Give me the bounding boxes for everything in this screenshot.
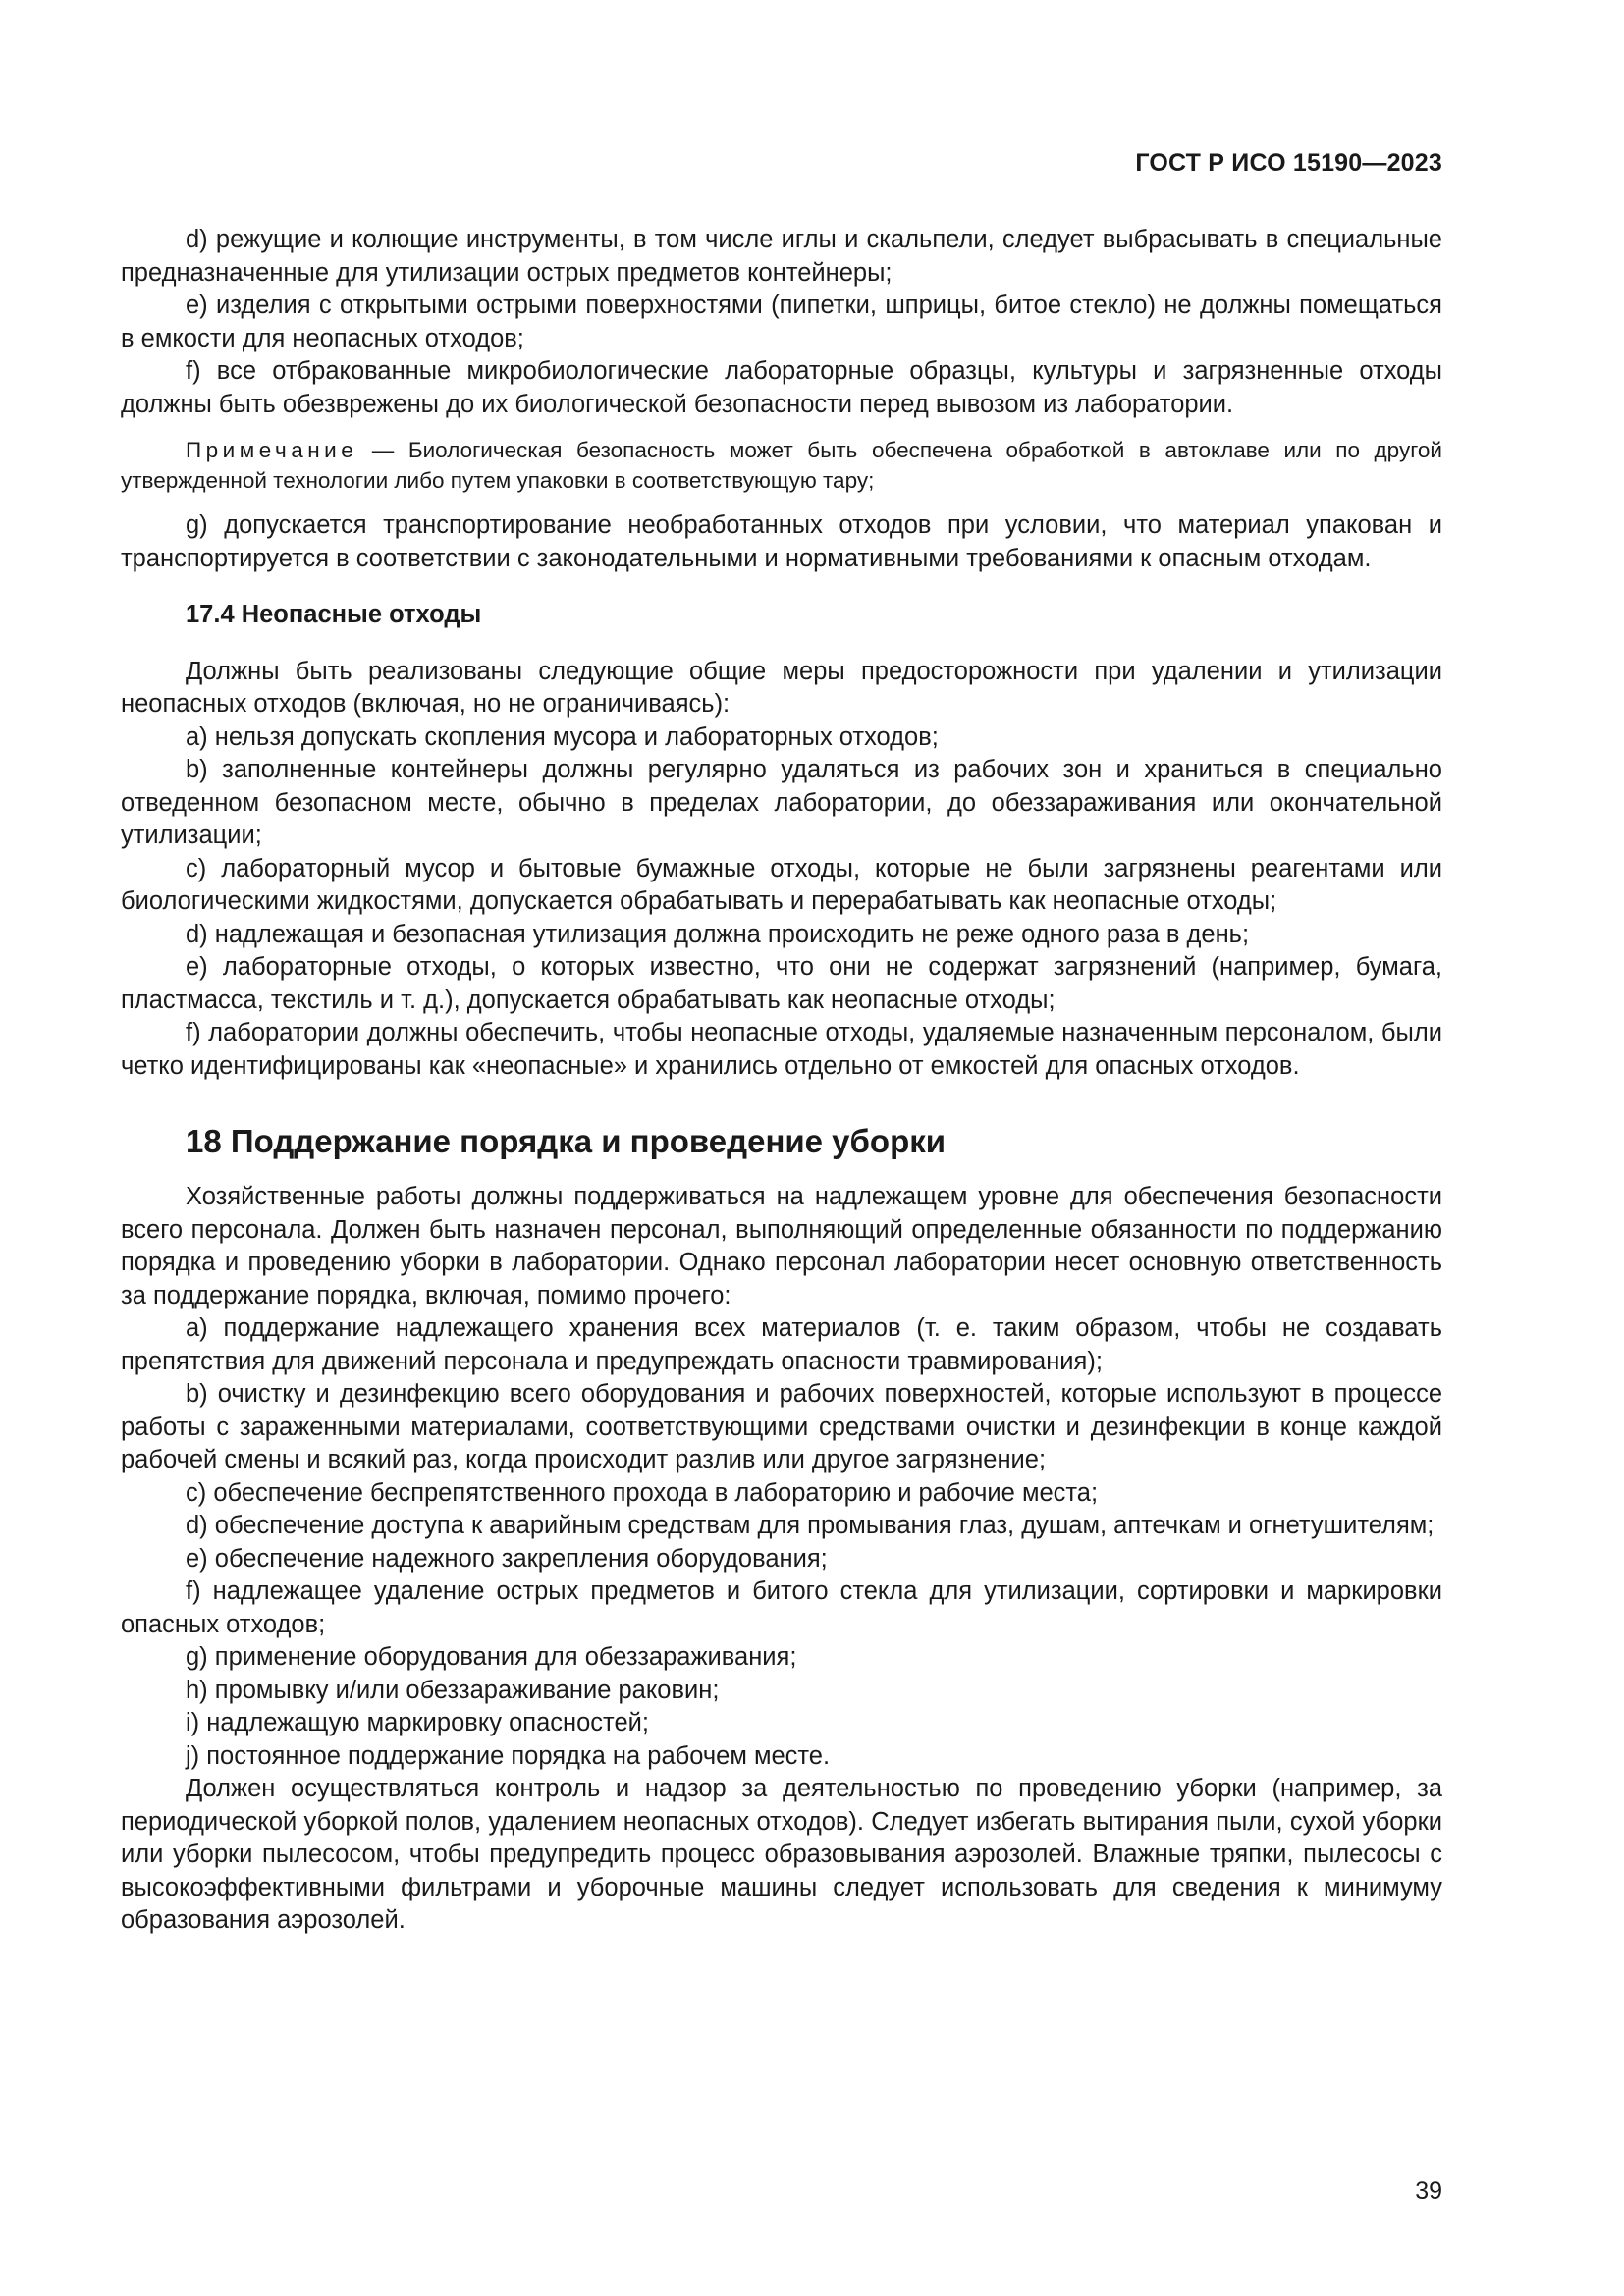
section-17-4-title: 17.4 Неопасные отходы xyxy=(186,601,482,628)
list-item: d) надлежащая и безопасная утилизация должна происходить не реже одного раза в день; xyxy=(186,920,1250,948)
list-item: f) надлежащее удаление острых предметов и битого стекла для утилизации, сортировки и маркировки опасных отходов; xyxy=(121,1577,1442,1638)
document-page xyxy=(121,0,1442,2296)
section-18-closing: Должен осуществляться контроль и надзор за деятельностью по проведению уборки (например, за периодической уборкой полов, удалением неопасных отходов). Следует избегать вытирания пыли, сухой уборки или уборки пылесосом, чтобы предупредить процесс образовывания аэрозолей. Влажные тряпки, пылесосы с высокоэффективными фильтрами и уборочные машины следует использовать для сведения к минимуму образования аэрозолей. xyxy=(121,1775,1442,1934)
list-item-e: e) изделия с открытыми острыми поверхностями (пипетки, шприцы, битое стекло) не должны помещаться в емкости для неопасных отходов; xyxy=(121,292,1442,352)
list-item: c) обеспечение беспрепятственного прохода в лабораторию и рабочие места; xyxy=(186,1478,1099,1507)
list-item: f) лаборатории должны обеспечить, чтобы неопасные отходы, удаляемые назначенным персоналом, были четко идентифицированы как «неопасные» и хранились отдельно от емкостей для опасных отходов. xyxy=(121,1019,1442,1080)
list-item: i) надлежащую маркировку опасностей; xyxy=(186,1709,649,1736)
section-18-intro: Хозяйственные работы должны поддерживаться на надлежащем уровне для обеспечения безопасности всего персонала. Должен быть назначен персонал, выполняющий определенные обязанности по поддержанию порядка и проведению уборки в лаборатории. Однако персонал лаборатории несет основную ответственность за поддержание порядка, включая, помимо прочего: xyxy=(121,1183,1442,1309)
list-item-d: d) режущие и колющие инструменты, в том числе иглы и скальпели, следует выбрасывать в специальные предназначенные для утилизации острых предметов контейнеры; xyxy=(121,226,1442,287)
list-item: j) постоянное поддержание порядка на рабочем месте. xyxy=(186,1741,831,1770)
page-number: 39 xyxy=(1415,2177,1442,2205)
list-item: b) очистку и дезинфекцию всего оборудования и рабочих поверхностей, которые используют в процессе работы с зараженными материалами, соответствующими средствами очистки и дезинфекции в конце каждой рабочей смены и всякий раз, когда происходит разлив или другое загрязнение; xyxy=(121,1380,1442,1473)
list-item-g: g) допускается транспортирование необработанных отходов при условии, что материал упакован и транспортируется в соответствии с законодательными и нормативными требованиями к опасным отходам. xyxy=(121,511,1442,572)
section-18-title: 18 Поддержание порядка и проведение уборки xyxy=(186,1123,947,1159)
document-header-id: ГОСТ Р ИСО 15190—2023 xyxy=(1135,149,1442,177)
list-item: e) обеспечение надежного закрепления оборудования; xyxy=(186,1544,828,1573)
list-item: a) нельзя допускать скопления мусора и лабораторных отходов; xyxy=(186,722,939,751)
list-item: d) обеспечение доступа к аварийным средствам для промывания глаз, душам, аптечкам и огнетушителям; xyxy=(186,1512,1435,1539)
list-item: e) лабораторные отходы, о которых известно, что они не содержат загрязнений (например, бумага, пластмасса, текстиль и т. д.), допускается обрабатывать как неопасные отходы; xyxy=(121,953,1442,1014)
page-content xyxy=(121,224,1442,1938)
list-item: c) лабораторный мусор и бытовые бумажные отходы, которые не были загрязнены реагентами или биологическими жидкостями, допускается обрабатывать и перерабатывать как неопасные отходы; xyxy=(121,854,1442,915)
list-item: b) заполненные контейнеры должны регулярно удаляться из рабочих зон и храниться в специально отведенном безопасном месте, обычно в пределах лаборатории, до обеззараживания или окончательной утилизации; xyxy=(121,756,1442,849)
note-label: Примечание xyxy=(186,438,358,462)
list-item: a) поддержание надлежащего хранения всех материалов (т. е. таким образом, чтобы не создавать препятствия для движений персонала и предупреждать опасности травмирования); xyxy=(121,1314,1442,1375)
note-paragraph xyxy=(121,435,1442,496)
note-text: — Биологическая безопасность может быть обеспечена обработкой в автоклаве или по другой утвержденной технологии либо путем упаковки в соответствующую тару; xyxy=(121,438,1442,493)
list-item: g) применение оборудования для обеззараживания; xyxy=(186,1643,797,1671)
list-item: h) промывку и/или обеззараживание раковин; xyxy=(186,1676,720,1704)
list-item-f: f) все отбракованные микробиологические лабораторные образцы, культуры и загрязненные отходы должны быть обезврежены до их биологической безопасности перед вывозом из лаборатории. xyxy=(121,357,1442,418)
section-17-4-intro: Должны быть реализованы следующие общие меры предосторожности при удалении и утилизации неопасных отходов (включая, но не ограничиваясь): xyxy=(121,657,1442,718)
